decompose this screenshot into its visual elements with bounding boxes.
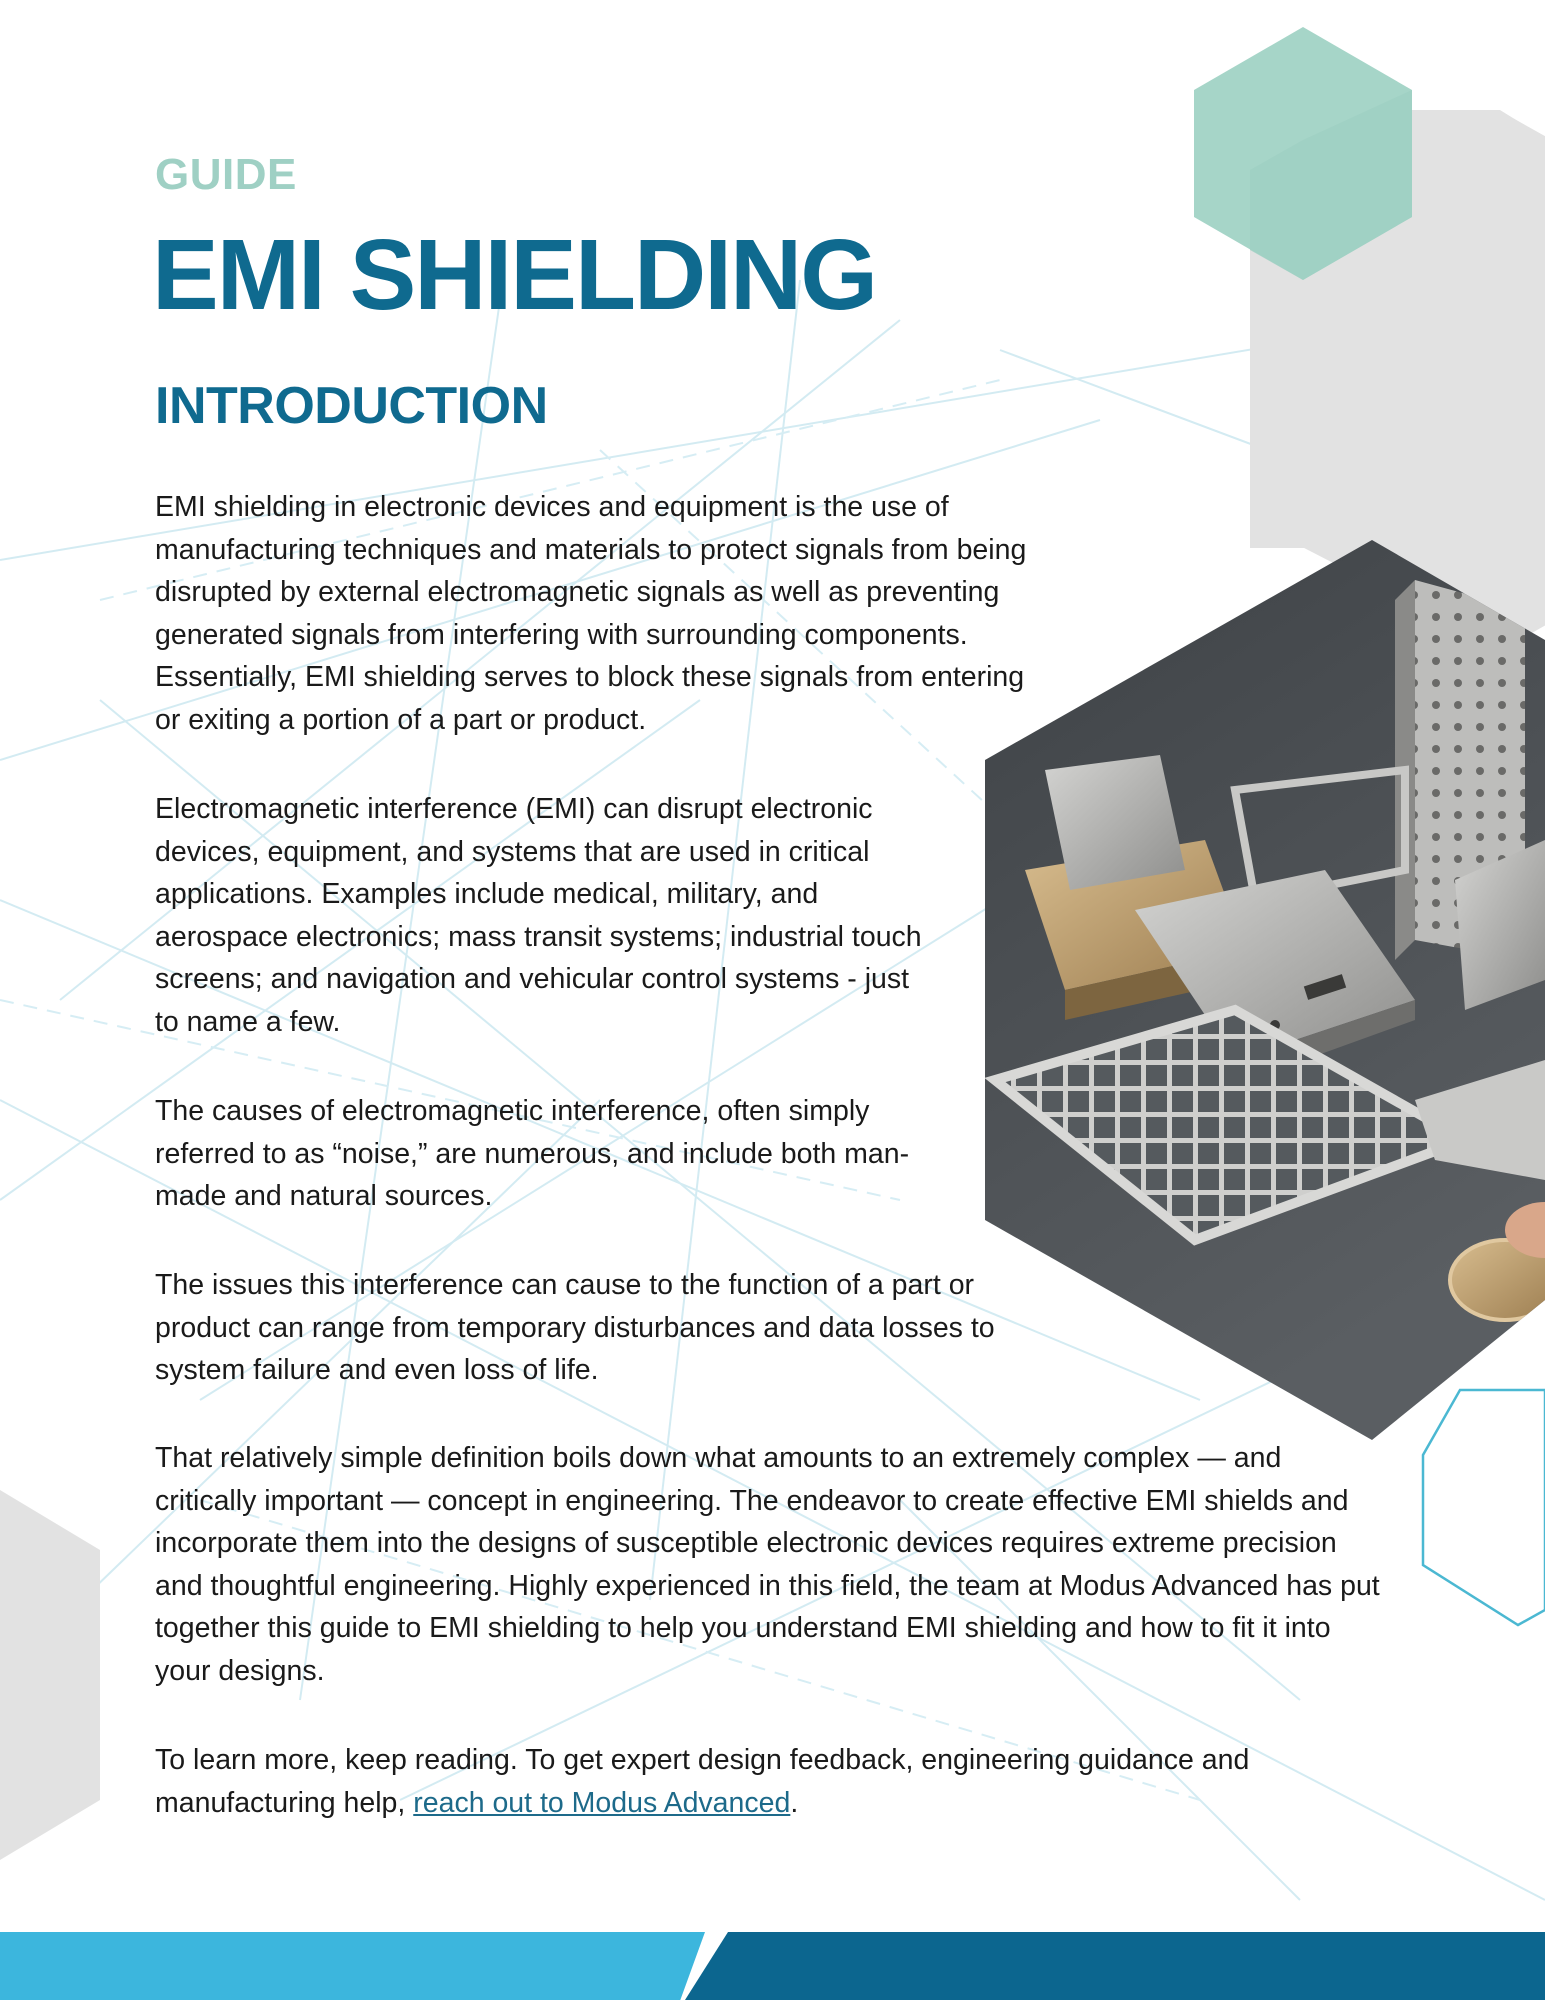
- intro-paragraph-2: Electromagnetic interference (EMI) can disrupt electronic devices, equipment, and systems that are used in critical applications. Examples include medical, military, and aerospace electronics; mass transit systems; industrial touch screens; and navigation and vehicular control systems - just to name a few.: [155, 793, 922, 1038]
- section-heading: INTRODUCTION: [155, 377, 548, 435]
- paragraph-6-end: .: [790, 1786, 799, 1819]
- intro-paragraph-1: EMI shielding in electronic devices and equipment is the use of manufacturing techniques and materials to protect signals from being disrupted by external electromagnetic signals as well as preventing generated signals from interfering with surrounding components. Essentially, EMI shielding serves to block these signals from entering or exiting a portion of a part or product.: [155, 491, 1027, 736]
- guide-label: GUIDE: [155, 150, 297, 199]
- intro-paragraph-5: That relatively simple definition boils down what amounts to an extremely complex — and critically important — concept in engineering. The endeavor to create effective EMI shields and incorporate them into the designs of susceptible electronic devices requires extreme precision and thoughtful engineering. Highly experienced in this field, the team at Modus Advanced has put together this guide to EMI shielding to help you understand EMI shielding and how to fit it into your designs.: [155, 1442, 1380, 1687]
- contact-modus-link[interactable]: reach out to Modus Advanced: [413, 1786, 791, 1819]
- intro-paragraph-6: [155, 1739, 1385, 1824]
- footer-band-dark: [685, 1932, 1545, 2000]
- intro-paragraph-3: The causes of electromagnetic interference, often simply referred to as “noise,” are numerous, and include both man-made and natural sources.: [155, 1095, 910, 1212]
- emi-shielding-products-photo: [985, 540, 1545, 1440]
- paragraph-6-text: To learn more, keep reading. To get expert design feedback, engineering guidance and manufacturing help,: [155, 1744, 1250, 1819]
- intro-paragraph-4: The issues this interference can cause to the function of a part or product can range from temporary disturbances and data losses to system failure and even loss of life.: [155, 1269, 995, 1386]
- page-title: EMI SHIELDING: [152, 219, 877, 331]
- footer-band-light: [0, 1932, 705, 2000]
